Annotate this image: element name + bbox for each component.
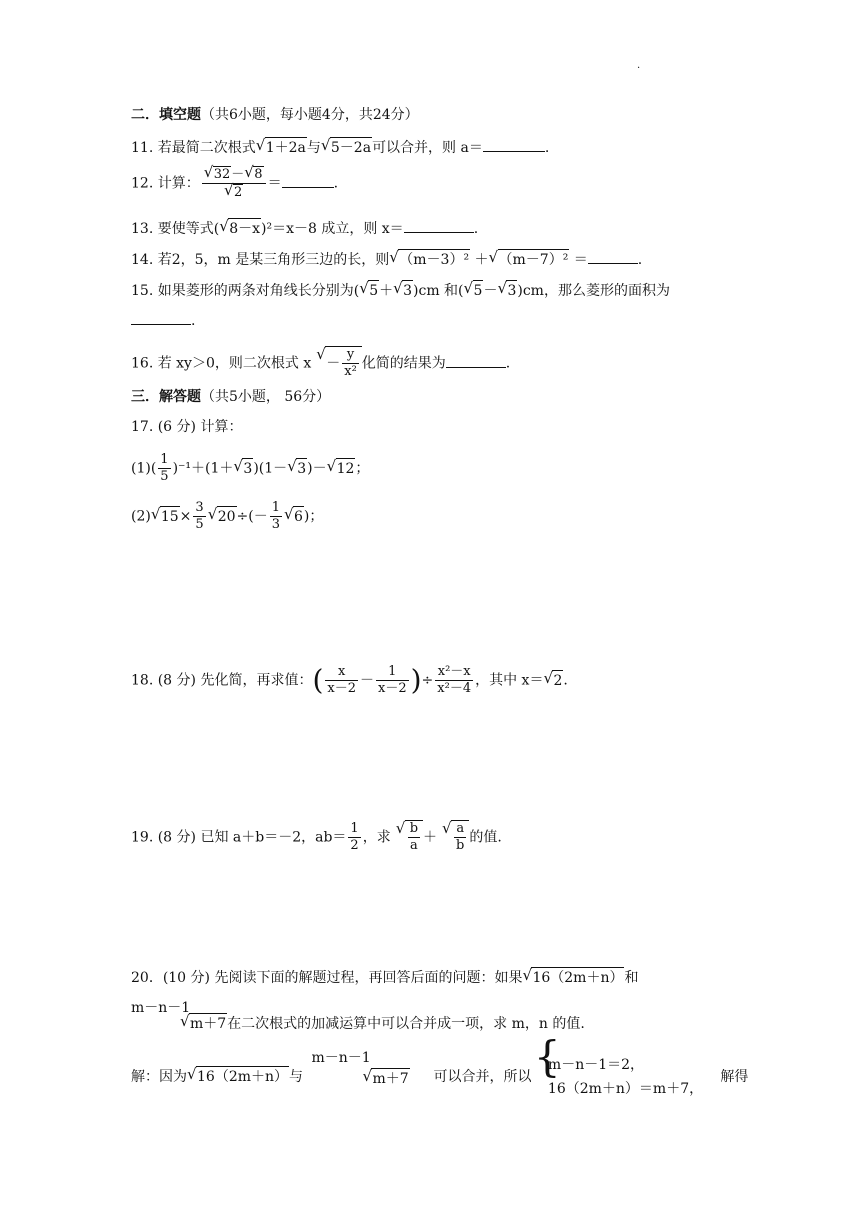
q18-left-paren: ( [312,663,324,697]
question-17-part-2 [131,500,323,533]
q17-p1-den: 5 [160,469,169,484]
q12-num-op: － [231,167,245,182]
q19-radical-2-fraction [454,821,466,854]
q15-text: 15. 如果菱形的两条对角线长分别为( [131,283,360,299]
q19-radical-1 [405,820,423,854]
q19-r1-num: √ b [409,821,419,836]
q18-div: ÷ [421,672,434,689]
q11-radical-2: √ 5－2a [330,137,372,158]
q14-text: 14. 若2，5，m 是某三角形三边的长，则 [131,252,390,268]
q18-radical: √ 2 [552,670,563,691]
q19-den: 2 [350,838,359,853]
q17-p1-radical-3: √ 12 [336,458,356,479]
q18-text: 18. (8 分) 先化简，再求值： [131,672,313,689]
q19-r2-num: √ a [454,821,466,838]
question-13 [131,218,478,239]
q17-p1-post1: )⁻¹＋(1＋ [172,460,234,477]
q14-post: ＝ [569,252,588,268]
q12-answer-blank[interactable] [282,187,334,188]
q13-post: )²＝x－8 成立，则 x＝ [261,221,404,237]
q20-equation-system [533,1032,706,1099]
section-2-info: （共6小题，每小题4分，共24分） [201,107,419,123]
q17-p2-fraction-2 [270,500,282,533]
q16-text: 16. 若 xy＞0，则二次根式 x [131,355,312,372]
q19-post: 的值. [469,829,502,846]
q13-text: 13. 要使等式( [131,221,220,237]
question-12 [131,166,338,201]
q11-post: 可以合并，则 a＝ [372,140,483,156]
q16-num: y [342,347,359,364]
q15-radical-1: √ 5 [368,280,379,301]
section-3-info: （共5小题， 56分） [201,389,331,405]
q14-radical-1: √ （m－3）² [398,249,470,270]
q17-p2-den: 5 [195,517,204,532]
q17-p1-fraction [158,452,170,485]
question-14 [131,249,642,270]
q14-radical-2: √ （m－7）² [498,249,570,270]
q18-fraction-a [325,664,358,697]
q15-radical-2: √ 3 [402,280,413,301]
q20-l3-coef: m－n－1 [311,1050,371,1066]
q17-p2-radical-2: √ 20 [217,506,237,527]
q17-p2-radical-1: √ 15 [160,506,180,527]
section-2-heading [131,105,419,125]
q18-minus: － [360,672,374,689]
q17-p2-radical-3: √ 6 [293,506,304,527]
question-20-line-1 [131,967,638,988]
q11-mid: 与 [306,140,321,156]
q12-post: ＝ [267,175,282,192]
q15-end: . [191,313,196,329]
q20-l3-coef-block [307,1050,409,1094]
q19-r2-den: b [456,838,465,853]
q18-b-den: x－2 [378,681,407,696]
question-15 [131,280,670,301]
question-11 [131,137,549,158]
q19-radical-2 [451,820,469,854]
q12-fraction [202,166,266,201]
q18-post: ，其中 x＝ [475,672,544,689]
question-20-line-2-coef: m－n－1 [131,1000,191,1016]
q12-num-radical-b: √ 8 [253,166,263,183]
q17-p1-pre: (1)( [131,460,157,477]
q20-l2-post: 在二次根式的加减运算中可以合并成一项，求 m，n 的值. [227,1016,585,1032]
q17-p2-den2: 3 [271,517,280,532]
q15-answer-blank[interactable] [131,324,191,325]
q16-neg: － [326,355,341,372]
q17-p2-pre: (2) [131,508,151,525]
question-16 [131,346,510,380]
q19-num: 1 [350,821,359,836]
q13-end: . [473,221,479,237]
q14-answer-blank[interactable] [588,263,638,264]
section-3-label: 三．解答题 [131,389,201,405]
q17-p2-num: 3 [195,500,204,515]
q18-a-num: x [325,664,358,681]
q18-c-num: x²－x [435,664,473,681]
section-2-label: 二．填空题 [131,107,201,123]
q20-l1-pre: 20．(10 分) 先阅读下面的解题过程，再回答后面的问题：如果 [131,970,523,986]
q18-end: . [563,672,568,689]
q17-p1-post2: )(1－ [253,460,288,477]
q20-l3-post: 可以合并，所以 [433,1069,532,1085]
q17-p1-radical-2: √ 3 [296,458,307,479]
q13-radical: √ 8－x [228,218,261,239]
q16-radical [325,346,362,380]
q16-post: 化简的结果为 [361,355,446,372]
q13-answer-blank[interactable] [404,232,474,233]
q17-p1-radical-1: √ 3 [242,458,253,479]
q19-r1-den: a [409,838,418,853]
q20-l3-radical-1: √ 16（2m＋n） [196,1066,289,1087]
q18-right-paren: ) [410,663,422,697]
q17-p2-end: )； [303,508,324,525]
q16-answer-blank[interactable] [446,367,506,368]
q11-radical-1: √ 1＋2a [265,137,307,158]
q12-end: . [333,175,339,192]
q16-den: x² [344,364,357,379]
q19-radical-1-fraction [408,821,420,854]
q15-mid1: ＋ [379,283,394,299]
question-17-part-1 [131,452,369,485]
q17-p1-end: ； [355,460,370,477]
q20-l3-end: 解得 [720,1069,749,1085]
q14-mid: ＋ [470,252,489,268]
corner-dot: . [637,60,641,71]
q17-p2-num2: 1 [271,500,280,515]
q18-fraction-b [376,664,409,697]
q17-p2-times: × [179,508,192,525]
q17-p1-post3: )－ [307,460,327,477]
q18-a-den: x－2 [327,681,356,696]
q11-end: . [544,140,550,156]
q20-l3-pre: 解：因为 [131,1069,187,1085]
question-18 [131,664,568,697]
q19-fraction [348,821,360,854]
q14-end: . [637,252,643,268]
q20-system-brace: { [533,1032,561,1081]
q18-c-den: x²－4 [437,681,472,696]
q20-l2-radical: √ m＋7 [189,1013,227,1034]
q20-system-eq-2: 16（2m＋n）＝m＋7， [547,1081,704,1097]
q17-p2-fraction-1 [193,500,205,533]
q19-text: 19. (8 分) 已知 a＋b＝－2，ab＝ [131,829,347,846]
question-19 [131,820,502,854]
q15-mid2: )cm 和( [413,283,464,299]
q11-answer-blank[interactable] [483,151,545,152]
q20-l3-radical-2: √ m＋7 [371,1068,409,1089]
q11-text: 11. 若最简二次根式 [131,140,256,156]
q15-post: )cm，那么菱形的面积为 [517,283,670,299]
question-15-line-2 [131,311,195,331]
q19-plus: ＋ [423,829,438,846]
question-17-title: 17. (6 分) 计算： [131,419,243,435]
q15-radical-3: √ 5 [473,280,484,301]
q16-end: . [505,355,511,372]
q12-den-radical: √ 2 [233,184,243,201]
q12-text: 12. 计算： [131,175,200,192]
q20-l1-post: 和 [624,970,639,986]
question-20-solution-line [131,1032,749,1099]
q20-system-eq-1: m－n－1＝2， [547,1057,645,1073]
q18-fraction-c [435,664,473,697]
question-20-line-2 [131,1013,585,1034]
q17-p1-num: 1 [160,452,169,467]
q17-p2-div: ÷(－ [236,508,268,525]
q15-mid3: － [483,283,498,299]
q19-mid: ，求 [362,829,391,846]
q20-l3-mid: 与 [289,1069,304,1085]
q12-num-radical-a: √ 32 [213,166,232,183]
section-3-heading [131,387,330,407]
q16-fraction [342,347,359,380]
q20-l1-radical: √ 16（2m＋n） [531,967,624,988]
q15-radical-4: √ 3 [506,280,517,301]
q18-b-num: 1 [376,664,409,681]
